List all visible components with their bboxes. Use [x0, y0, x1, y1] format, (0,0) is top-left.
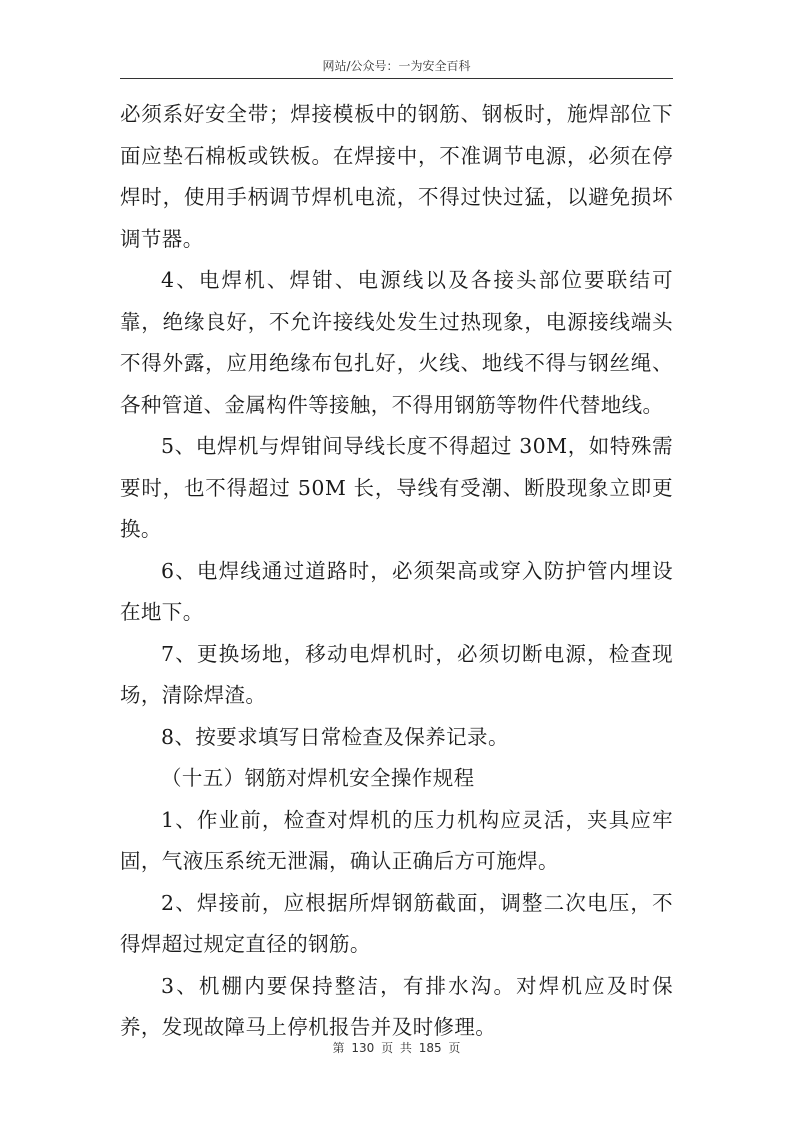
section-heading: （十五）钢筋对焊机安全操作规程: [161, 766, 475, 790]
paragraph-continued: 必须系好安全带；焊接模板中的钢筋、钢板时，施焊部位下面应垫石棉板或铁板。在焊接中，不准调节电源，必须在停焊时，使用手柄调节焊机电流，不得过快过猛，以避免损坏调节器。: [120, 102, 673, 251]
paragraph-section-item-2: 2、焊接前，应根据所焊钢筋截面，调整二次电压，不得焊超过规定直径的钢筋。: [120, 890, 673, 956]
paragraph-item-6: 6、电焊线通过道路时，必须架高或穿入防护管内埋设在地下。: [120, 558, 673, 624]
paragraph-item-4: 4、电焊机、焊钳、电源线以及各接头部位要联结可靠，绝缘良好，不允许接线处发生过热现象，电源接线端头不得外露，应用绝缘布包扎好，火线、地线不得与钢丝绳、各种管道、金属构件等接触，不得用钢筋等物件代替地线。: [120, 268, 673, 417]
paragraph-section-item-3: 3、机棚内要保持整洁，有排水沟。对焊机应及时保养，发现故障马上停机报告并及时修理。: [120, 973, 673, 1039]
page-header: [120, 56, 673, 79]
header-text: 网站/公众号：一为安全百科: [322, 59, 471, 73]
paragraph-item-7: 7、更换场地，移动电焊机时，必须切断电源，检查现场，清除焊渣。: [120, 641, 673, 707]
paragraph-item-8: 8、按要求填写日常检查及保养记录。: [161, 724, 509, 749]
document-body: [120, 94, 673, 1049]
paragraph-section-item-1: 1、作业前，检查对焊机的压力机构应灵活，夹具应牢固，气液压系统无泄漏，确认正确后方可施焊。: [120, 807, 673, 873]
page-footer: [0, 1039, 793, 1056]
page-number: 第 130 页 共 185 页: [332, 1041, 461, 1055]
paragraph-item-5: 5、电焊机与焊钳间导线长度不得超过 30M，如特殊需要时，也不得超过 50M 长，导线有受潮、断股现象立即更换。: [120, 434, 673, 541]
